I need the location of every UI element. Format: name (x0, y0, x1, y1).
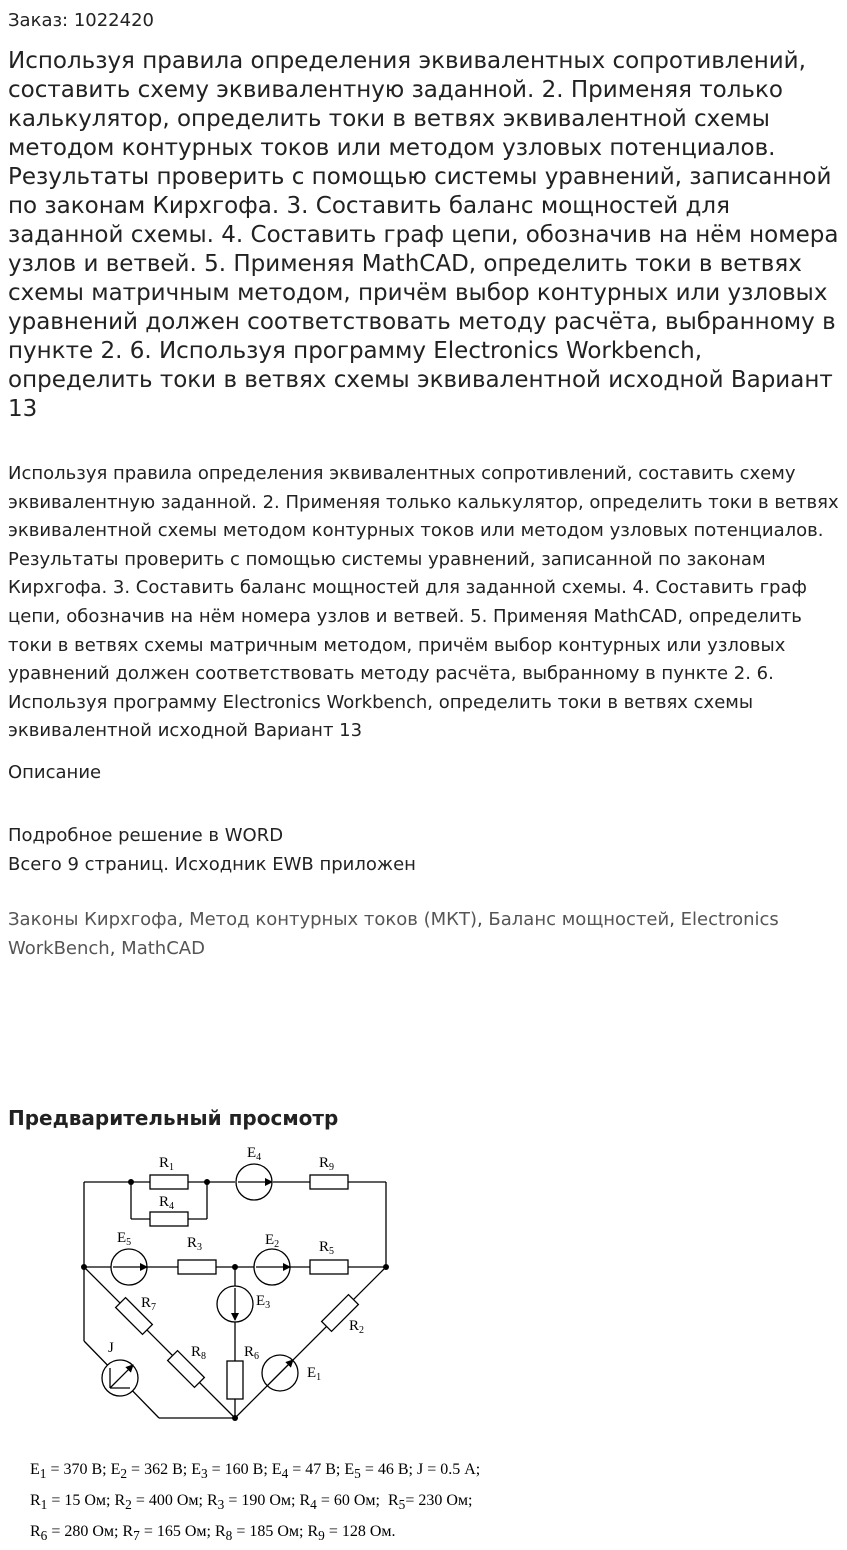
resistor-r3 (178, 1260, 216, 1274)
label-e4: $E_4$ (247, 1145, 262, 1163)
preview-heading: Предварительный просмотр (8, 1106, 339, 1130)
label-e5: $E_5$ (117, 1230, 132, 1248)
label-r2: $R_2$ (349, 1318, 365, 1336)
resistor-r5 (310, 1260, 348, 1274)
circuit-diagram (0, 1135, 420, 1435)
tag-link[interactable]: Баланс мощностей (488, 909, 670, 930)
section-label-description: Описание (8, 762, 102, 783)
label-r3: $R_3$ (187, 1235, 203, 1253)
solution-details (8, 822, 416, 879)
label-e3: $E_3$ (256, 1293, 271, 1311)
label-r5: $R_5$ (319, 1239, 335, 1257)
label-j: J (108, 1340, 114, 1356)
label-r6: $R_6$ (244, 1344, 260, 1362)
detail-line: Подробное решение в WORD (8, 825, 284, 846)
description-text: Используя правила определения эквивалентных сопротивлений, составить схему эквивалентную заданной. 2. Применяя только калькулятор, определить токи в ветвях эквивалентной схемы методом контурных токов или методом узловых потенциалов. Результаты проверить с помощью системы уравнений, записанной по законам Кирхгофа. 3. Составить баланс мощностей для заданной схемы. 4. Составить граф цепи, обозначив на нём номера узлов и ветвей. 5. Применяя MathCAD, определить токи в ветвях схемы матричным методом, причём выбор контурных или узловых уравнений должен соответствовать методу расчёта, выбранному в пункте 2. 6. Используя программу Electronics Workbench, определить токи в ветвях схемы эквивалентной исходной Вариант 13 (8, 463, 839, 742)
tag-link[interactable]: Метод контурных токов (МКТ) (189, 909, 477, 930)
tag-link[interactable]: Electronics WorkBench (8, 909, 779, 959)
params-line-sources: $E_1 = 370$ В; $E_2 = 362$ В; $E_3 = 160$ В; $E_4 = 47$ В; $E_5 = 46$ В; J = 0.5 А; (30, 1461, 481, 1482)
label-r1: $R_1$ (159, 1155, 175, 1173)
label-r7: $R_7$ (141, 1295, 157, 1313)
circuit-parameters (30, 1456, 480, 1550)
resistor-r4 (150, 1212, 188, 1226)
label-r9: $R_9$ (319, 1155, 335, 1173)
params-line-resistors-2: $R_6 = 280$ Ом; $R_7 = 165$ Ом; $R_8 = 185$ Ом; $R_9 = 128$ Ом. (30, 1523, 396, 1544)
resistor-r1 (150, 1175, 188, 1189)
resistor-r9 (310, 1175, 348, 1189)
label-e2: $E_2$ (265, 1232, 280, 1250)
tag-link[interactable]: MathCAD (121, 937, 205, 959)
order-number: Заказ: 1022420 (8, 10, 154, 31)
label-r8: $R_8$ (191, 1344, 207, 1362)
label-e1: $E_1$ (307, 1365, 322, 1383)
page-title: Используя правила определения эквивалентных сопротивлений, составить схему эквивалентную заданной. 2. Применяя только калькулятор, определить токи в ветвях эквивалентной схемы методом контурных токов или методом узловых потенциалов. Результаты проверить с помощью системы уравнений, записанной по законам Кирхгофа. 3. Составить баланс мощностей для заданной схемы. 4. Составить граф цепи, обозначив на нём номера узлов и ветвей. 5. Применяя MathCAD, определить токи в ветвях схемы матричным методом, причём выбор контурных или узловых уравнений должен соответствовать методу расчёта, выбранному в пункте 2. 6. Используя программу Electronics Workbench, определить токи в ветвях схемы эквивалентной исходной Вариант 13 (8, 48, 839, 422)
tag-list: Законы Кирхгофа, Метод контурных токов (МКТ), Баланс мощностей, Electronics WorkBench, MathCAD (8, 909, 779, 959)
params-line-resistors-1: $R_1 = 15$ Ом; $R_2 = 400$ Ом; $R_3 = 190$ Ом; $R_4 = 60$ Ом; $R_5= 230$ Ом; (30, 1492, 473, 1513)
resistor-r6 (227, 1361, 243, 1399)
tag-link[interactable]: Законы Кирхгофа (8, 909, 178, 930)
label-r4: $R_4$ (159, 1194, 175, 1212)
detail-line: Всего 9 страниц. Исходник EWB приложен (8, 853, 416, 875)
